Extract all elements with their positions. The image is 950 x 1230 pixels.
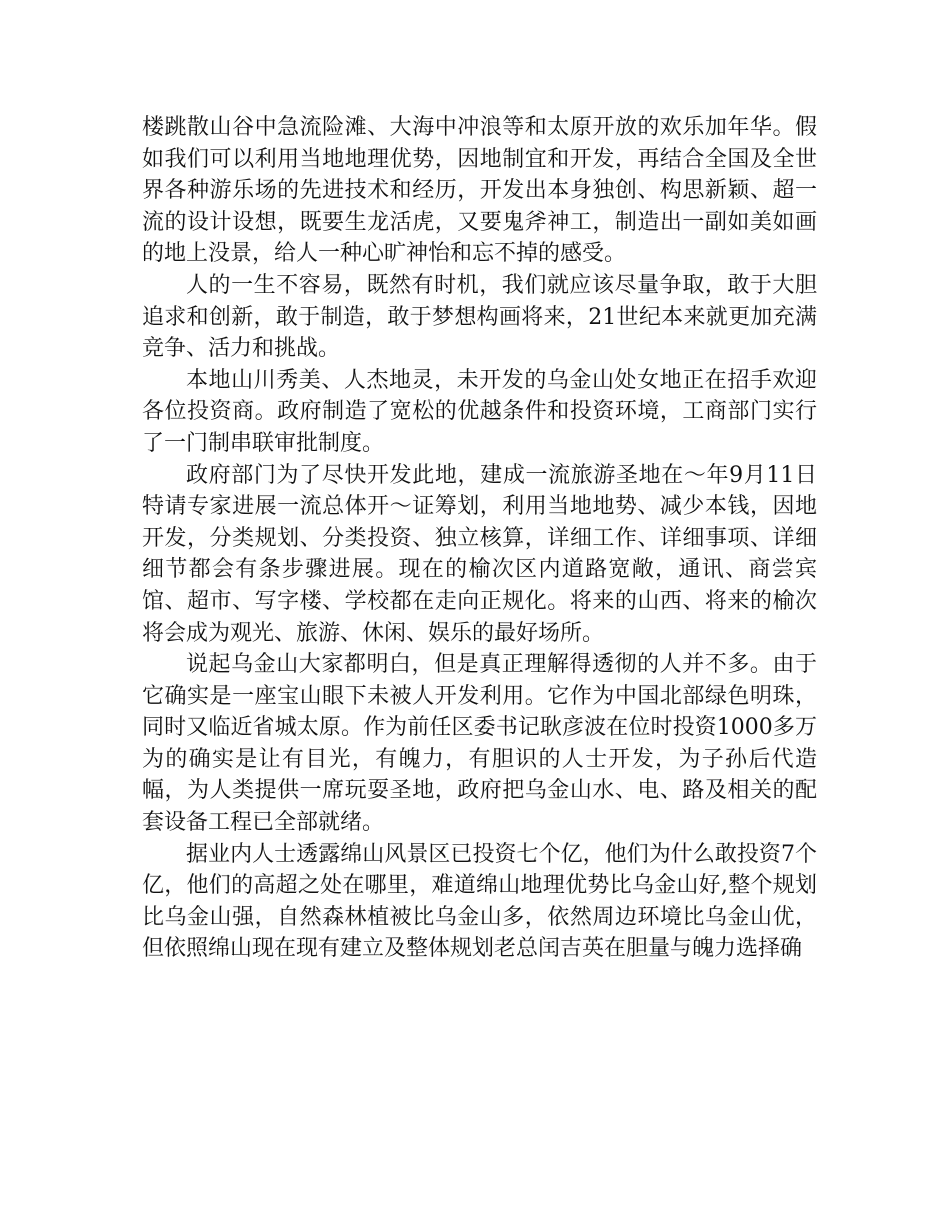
paragraph-4: 政府部门为了尽快开发此地，建成一流旅游圣地在～年9月11日特请专家进展一流总体开～证筹划，利用当地地势、减少本钱，因地开发，分类规划、分类投资、独立核算，详细工作、详细事项、详细细节都会有条步骤进展。现在的榆次区内道路宽敞，通讯、商尝宾馆、超市、写字楼、学校都在走向正规化。将来的山西、将来的榆次将会成为观光、旅游、休闲、娱乐的最好场所。 — [142, 462, 817, 646]
paragraph-3: 本地山川秀美、人杰地灵，未开发的乌金山处女地正在招手欢迎各位投资商。政府制造了宽松的优越条件和投资环境，工商部门实行了一门制串联审批制度。 — [142, 367, 817, 456]
paragraph-6: 据业内人士透露绵山风景区已投资七个亿，他们为什么敢投资7个亿，他们的高超之处在哪里，难道绵山地理优势比乌金山好,整个规划比乌金山强，自然森林植被比乌金山多，依然周边环境比乌金山优，但依照绵山现在现有建立及整体规划老总闰吉英在胆量与魄力选择确 — [142, 841, 817, 962]
paragraph-1: 楼跳散山谷中急流险滩、大海中冲浪等和太原开放的欢乐加年华。假如我们可以利用当地地理优势，因地制宜和开发，再结合全国及全世界各种游乐场的先进技术和经历，开发出本身独创、构思新颖、超一流的设计设想，既要生龙活虎，又要鬼斧神工，制造出一副如美如画的地上没景，给人一种心旷神怡和忘不掉的感受。 — [142, 115, 817, 267]
document-body — [142, 112, 817, 965]
paragraph-5: 说起乌金山大家都明白，但是真正理解得透彻的人并不多。由于它确实是一座宝山眼下未被人开发利用。它作为中国北部绿色明珠，同时又临近省城太原。作为前任区委书记耿彦波在位时投资1000多万为的确实是让有目光，有魄力，有胆识的人士开发，为子孙后代造幅，为人类提供一席玩耍圣地，政府把乌金山水、电、路及相关的配套设备工程已全部就绪。 — [142, 652, 817, 836]
paragraph-2: 人的一生不容易，既然有时机，我们就应该尽量争取，敢于大胆追求和创新，敢于制造，敢于梦想构画将来，21世纪本来就更加充满竞争、活力和挑战。 — [142, 272, 817, 362]
